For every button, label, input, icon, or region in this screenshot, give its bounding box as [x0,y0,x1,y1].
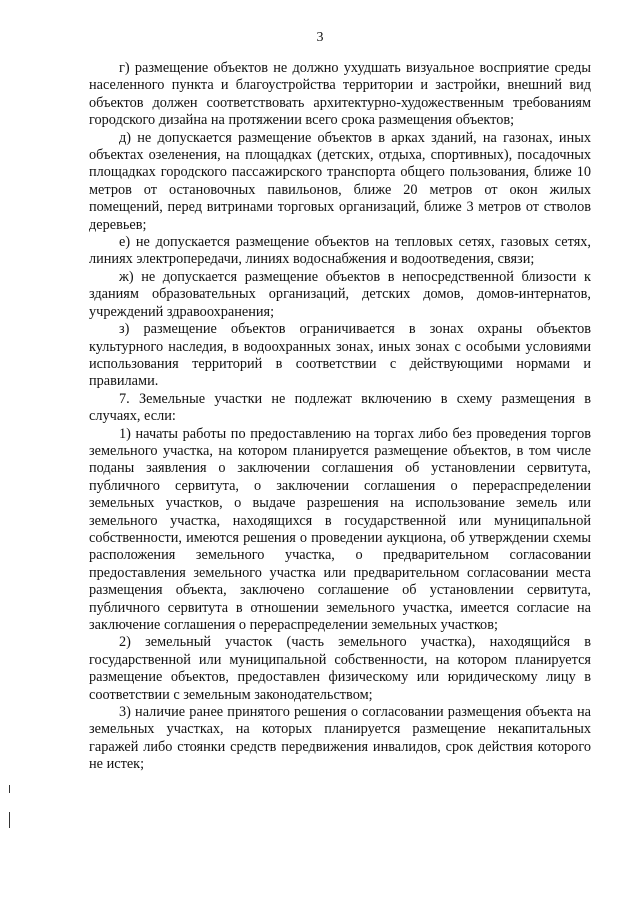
item-1: 1) начаты работы по предоставлению на торгах либо без проведения торгов земельного участка, на котором планируется размещение объектов, в том числе поданы заявления о заключении соглашения об установлении сервитута, публичного сервитута, о заключении соглашения о перераспределении земельных участков, о выдаче разрешения на использование земель или земельного участка, находящихся в государственной или муниципальной собственности, имеются решения о проведении аукциона, об утверждении схемы расположения земельного участка, о предварительном согласовании предоставления земельного участка или предварительном согласовании места размещения объекта, заключено соглашение об установлении сервитута, публичного сервитута в отношении земельного участка, имеется согласие на заключение соглашения о перераспределении земельных участков; [89,425,591,633]
item-3: 3) наличие ранее принятого решения о согласовании размещения объекта на земельных участках, на которых планируется размещение некапитальных гаражей либо стоянки средств передвижения инвалидов, срок действия которого не истек; [89,704,591,773]
scan-margin-mark [9,785,10,793]
clause-g: г) размещение объектов не должно ухудшать визуальное восприятие среды населенного пункта и благоустройства территории и застройки, внешний вид объектов должен соответствовать архитектурно-художественным требованиям городского дизайна на протяжении всего срока размещения объектов; [89,60,591,129]
item-2: 2) земельный участок (часть земельного участка), находящийся в государственной или муниципальной собственности, на котором планируется размещение объектов, предоставлен физическому или юридическому лицу в соответствии с земельным законодательством; [89,634,591,703]
clause-d: д) не допускается размещение объектов в арках зданий, на газонах, иных объектах озеленения, на площадках (детских, отдыха, спортивных), посадочных площадках городского пассажирского транспорта общего пользования, ближе 10 метров от остановочных павильонов, ближе 20 метров от окон жилых помещений, перед витринами торговых организаций, ближе 3 метров от стволов деревьев; [89,129,591,233]
document-body [89,60,591,774]
clause-z: з) размещение объектов ограничивается в зонах охраны объектов культурного наследия, в водоохранных зонах, иных зонах с особыми условиями использования территорий в соответствии с действующими нормами и правилами. [89,321,591,390]
clause-zh: ж) не допускается размещение объектов в непосредственной близости к зданиям образовательных организаций, детских домов, домов-интернатов, учреждений здравоохранения; [89,268,591,320]
scan-margin-mark [9,812,10,828]
clause-e: е) не допускается размещение объектов на тепловых сетях, газовых сетях, линиях электропередачи, линиях водоснабжения и водоотведения, связи; [89,234,591,268]
section-7-heading: 7. Земельные участки не подлежат включению в схему размещения в случаях, если: [89,390,591,425]
page-number: 3 [316,30,324,45]
